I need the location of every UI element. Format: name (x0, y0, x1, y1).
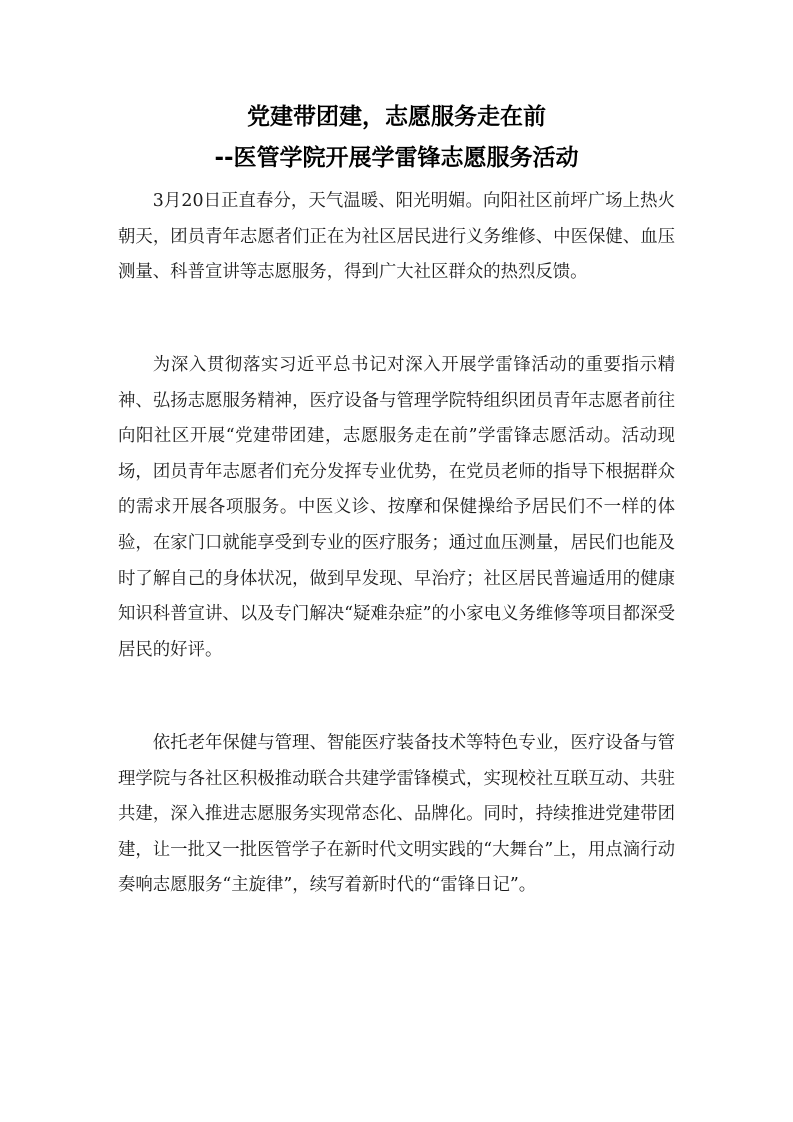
paragraph-2: 为深入贯彻落实习近平总书记对深入开展学雷锋活动的重要指示精神、弘扬志愿服务精神，医疗设备与管理学院特组织团员青年志愿者前往向阳社区开展“党建带团建，志愿服务走在前”学雷锋志愿活动。活动现场，团员青年志愿者们充分发挥专业优势，在党员老师的指导下根据群众的需求开展各项服务。中医义诊、按摩和保健操给予居民们不一样的体验，在家门口就能享受到专业的医疗服务；通过血压测量，居民们也能及时了解自己的身体状况，做到早发现、早治疗；社区居民普遍适用的健康知识科普宣讲、以及专门解决“疑难杂症”的小家电义务维修等项目都深受居民的好评。 (118, 355, 675, 660)
paragraph-3: 依托老年保健与管理、智能医疗装备技术等特色专业，医疗设备与管理学院与各社区积极推动联合共建学雷锋模式，实现校社互联互动、共驻共建，深入推进志愿服务实现常态化、品牌化。同时，持续推进党建带团建，让一批又一批医管学子在新时代文明实践的“大舞台”上，用点滴行动奏响志愿服务“主旋律”，续写着新时代的“雷锋日记”。 (118, 733, 675, 896)
document-title: 党建带团建，志愿服务走在前 (247, 104, 546, 130)
paragraph-1: 3月20日正直春分，天气温暖、阳光明媚。向阳社区前坪广场上热火朝天，团员青年志愿者们正在为社区居民进行义务维修、中医保健、血压测量、科普宣讲等志愿服务，得到广大社区群众的热烈反馈。 (118, 191, 675, 283)
document-subtitle: --医管学院开展学雷锋志愿服务活动 (214, 145, 579, 171)
